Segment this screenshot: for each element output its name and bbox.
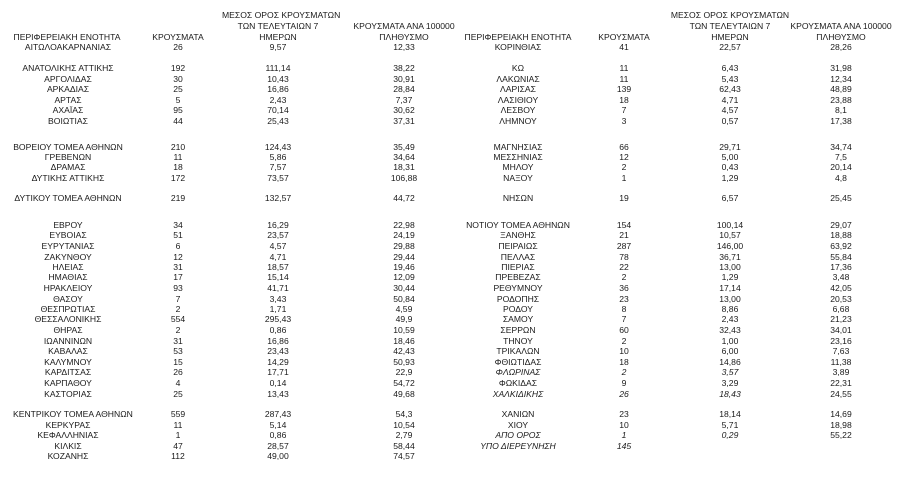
cell-per100k: 7,37: [395, 95, 413, 105]
cell-name: ΠΕΛΛΑΣ: [500, 252, 536, 262]
header-avg-line3-right: ΗΜΕΡΩΝ: [711, 32, 749, 42]
cell-avg: 146,00: [716, 241, 744, 251]
cell-cases: 154: [616, 220, 632, 230]
cell-name: ΣΕΡΡΩΝ: [500, 325, 536, 335]
cell-cases: 22: [619, 262, 629, 272]
cell-cases: 36: [619, 283, 629, 293]
cell-name: ΚΕΦΑΛΛΗΝΙΑΣ: [37, 430, 99, 440]
cell-avg: 16,29: [267, 220, 289, 230]
cell-name: ΚΑΡΔΙΤΣΑΣ: [44, 367, 92, 377]
cell-name: ΑΝΑΤΟΛΙΚΗΣ ΑΤΤΙΚΗΣ: [22, 63, 114, 73]
cell-name: ΧΙΟΥ: [507, 420, 529, 430]
cell-avg: 18,43: [719, 389, 741, 399]
cell-avg: 5,00: [721, 152, 739, 162]
cell-per100k: 21,23: [830, 314, 852, 324]
cell-cases: 93: [173, 283, 183, 293]
header-cases-left: ΚΡΟΥΣΜΑΤΑ: [152, 32, 204, 42]
cell-name: ΣΑΜΟΥ: [502, 314, 534, 324]
cell-per100k: 48,89: [830, 84, 852, 94]
cell-cases: 18: [173, 162, 183, 172]
header-per100k-line1-left: ΚΡΟΥΣΜΑΤΑ ΑΝΑ 100000: [353, 21, 455, 31]
header-cases-right: ΚΡΟΥΣΜΑΤΑ: [598, 32, 650, 42]
cell-per100k: 19,46: [393, 262, 415, 272]
cell-per100k: 54,72: [393, 378, 415, 388]
cell-per100k: 30,91: [393, 74, 415, 84]
cell-cases: 95: [173, 105, 183, 115]
cell-avg: 1,71: [269, 304, 287, 314]
cell-cases: 9: [621, 378, 627, 388]
cell-name: ΧΑΛΚΙΔΙΚΗΣ: [492, 389, 544, 399]
cell-cases: 51: [173, 230, 183, 240]
cell-avg: 100,14: [716, 220, 744, 230]
cell-name: ΡΟΔΟΠΗΣ: [496, 294, 540, 304]
cell-avg: 0,57: [721, 116, 739, 126]
cell-name: ΕΥΡΥΤΑΝΙΑΣ: [41, 241, 95, 251]
cell-avg: 16,86: [267, 336, 289, 346]
cell-per100k: 74,57: [393, 451, 415, 461]
cell-avg: 132,57: [264, 193, 292, 203]
cell-cases: 11: [619, 63, 629, 73]
cell-avg: 3,57: [721, 367, 739, 377]
cell-cases: 2: [621, 336, 627, 346]
cell-cases: 112: [171, 451, 185, 461]
cell-name: ΚΕΡΚΥΡΑΣ: [45, 420, 91, 430]
cell-avg: 18,57: [267, 262, 289, 272]
cell-cases: 6: [175, 241, 181, 251]
header-avg-line1-right: ΜΕΣΟΣ ΟΡΟΣ ΚΡΟΥΣΜΑΤΩΝ: [670, 10, 790, 20]
cell-avg: 6,43: [721, 63, 739, 73]
cell-cases: 7: [621, 314, 627, 324]
cell-name: ΝΗΣΩΝ: [502, 193, 534, 203]
cell-per100k: 17,38: [830, 116, 852, 126]
cell-cases: 554: [170, 314, 186, 324]
cell-cases: 7: [175, 294, 181, 304]
cell-cases: 2: [621, 272, 627, 282]
header-region-left: ΠΕΡΙΦΕΡΕΙΑΚΗ ΕΝΟΤΗΤΑ: [13, 32, 121, 42]
cell-per100k: 20,14: [830, 162, 852, 172]
cell-name: ΑΙΤΩΛΟΑΚΑΡΝΑΝΙΑΣ: [24, 42, 112, 52]
cell-cases: 11: [173, 420, 183, 430]
cell-avg: 2,43: [269, 95, 287, 105]
cell-avg: 2,43: [721, 314, 739, 324]
cell-avg: 36,71: [719, 252, 741, 262]
cell-per100k: 7,5: [835, 152, 847, 162]
cell-avg: 0,29: [721, 430, 739, 440]
cell-avg: 4,57: [269, 241, 287, 251]
cell-cases: 2: [621, 162, 627, 172]
cell-avg: 9,57: [269, 42, 287, 52]
cell-cases: 2: [621, 367, 627, 377]
cell-avg: 10,43: [267, 74, 289, 84]
cell-name: ΒΟΙΩΤΙΑΣ: [48, 116, 88, 126]
cell-name: ΔΥΤΙΚΟΥ ΤΟΜΕΑ ΑΘΗΝΩΝ: [14, 193, 122, 203]
cell-per100k: 11,38: [830, 357, 852, 367]
cell-name: ΚΑΒΑΛΑΣ: [48, 346, 88, 356]
cell-avg: 22,57: [719, 42, 741, 52]
cell-per100k: 55,84: [830, 252, 852, 262]
cell-cases: 8: [621, 304, 627, 314]
cell-cases: 139: [616, 84, 632, 94]
cell-cases: 25: [173, 389, 183, 399]
cell-avg: 18,14: [719, 409, 741, 419]
cell-cases: 18: [619, 95, 629, 105]
cell-cases: 7: [621, 105, 627, 115]
cell-avg: 6,57: [721, 193, 739, 203]
cell-avg: 62,43: [719, 84, 741, 94]
cell-avg: 25,43: [267, 116, 289, 126]
cell-avg: 15,14: [267, 272, 289, 282]
cell-cases: 60: [619, 325, 629, 335]
cell-per100k: 44,72: [393, 193, 415, 203]
cell-name: ΔΡΑΜΑΣ: [50, 162, 86, 172]
cell-cases: 192: [170, 63, 186, 73]
cell-cases: 47: [173, 441, 183, 451]
cell-name: ΡΕΘΥΜΝΟΥ: [493, 283, 543, 293]
cell-avg: 5,86: [269, 152, 287, 162]
cell-avg: 17,14: [719, 283, 741, 293]
cell-per100k: 14,69: [830, 409, 852, 419]
cell-name: ΡΟΔΟΥ: [503, 304, 533, 314]
cell-name: ΚΩ: [511, 63, 525, 73]
cell-name: ΛΑΡΙΣΑΣ: [500, 84, 536, 94]
cell-cases: 10: [619, 346, 629, 356]
cell-avg: 4,57: [721, 105, 739, 115]
cell-cases: 1: [175, 430, 181, 440]
cell-per100k: 18,88: [830, 230, 852, 240]
cell-per100k: 24,19: [393, 230, 415, 240]
cell-avg: 41,71: [267, 283, 289, 293]
cell-name: ΖΑΚΥΝΘΟΥ: [44, 252, 92, 262]
cell-avg: 14,86: [719, 357, 741, 367]
cell-name: ΦΛΩΡΙΝΑΣ: [495, 367, 541, 377]
cell-per100k: 3,48: [832, 272, 850, 282]
cell-cases: 11: [173, 152, 183, 162]
cell-cases: 1: [621, 430, 627, 440]
cell-per100k: 29,88: [393, 241, 415, 251]
cell-name: ΗΛΕΙΑΣ: [52, 262, 84, 272]
cell-per100k: 30,44: [393, 283, 415, 293]
cell-avg: 4,71: [721, 95, 739, 105]
cell-per100k: 8,1: [835, 105, 847, 115]
cell-name: ΑΧΑΪΑΣ: [52, 105, 84, 115]
cell-avg: 73,57: [267, 173, 289, 183]
cell-per100k: 49,68: [393, 389, 415, 399]
cell-cases: 31: [173, 262, 183, 272]
cell-cases: 66: [619, 142, 629, 152]
cell-name: ΤΗΝΟΥ: [503, 336, 533, 346]
cell-per100k: 106,88: [390, 173, 418, 183]
header-avg-line2-right: ΤΩΝ ΤΕΛΕΥΤΑΙΩΝ 7: [689, 21, 771, 31]
cell-cases: 3: [621, 116, 627, 126]
cell-per100k: 42,05: [830, 283, 852, 293]
cell-avg: 124,43: [264, 142, 292, 152]
cell-cases: 17: [173, 272, 183, 282]
cell-name: ΛΑΣΙΘΙΟΥ: [497, 95, 539, 105]
cell-avg: 287,43: [264, 409, 292, 419]
cell-per100k: 3,89: [832, 367, 850, 377]
cell-cases: 15: [173, 357, 183, 367]
cell-per100k: 29,44: [393, 252, 415, 262]
cell-per100k: 34,74: [830, 142, 852, 152]
cell-avg: 3,43: [269, 294, 287, 304]
cell-cases: 31: [173, 336, 183, 346]
cell-cases: 78: [619, 252, 629, 262]
cell-avg: 111,14: [265, 63, 291, 73]
cell-per100k: 42,43: [393, 346, 415, 356]
cell-name: ΔΥΤΙΚΗΣ ΑΤΤΙΚΗΣ: [31, 173, 105, 183]
header-avg-line1-left: ΜΕΣΟΣ ΟΡΟΣ ΚΡΟΥΣΜΑΤΩΝ: [222, 10, 341, 20]
cell-cases: 34: [173, 220, 183, 230]
cell-avg: 49,00: [267, 451, 289, 461]
cell-name: ΘΕΣΠΡΩΤΙΑΣ: [40, 304, 96, 314]
cell-avg: 295,43: [264, 314, 292, 324]
cell-avg: 0,14: [269, 378, 287, 388]
cell-name: ΚΕΝΤΡΙΚΟΥ ΤΟΜΕΑ ΑΘΗΝΩΝ: [13, 409, 133, 419]
cell-name: ΠΙΕΡΙΑΣ: [501, 262, 535, 272]
header-per100k-line2-right: ΠΛΗΘΥΣΜΟ: [816, 32, 866, 42]
cell-avg: 5,14: [269, 420, 287, 430]
cell-name: ΛΕΣΒΟΥ: [500, 105, 536, 115]
cell-avg: 23,57: [267, 230, 289, 240]
cell-name: ΑΠΟ ΟΡΟΣ: [495, 430, 541, 440]
cell-per100k: 18,46: [393, 336, 415, 346]
cell-name: ΚΙΛΚΙΣ: [54, 441, 82, 451]
cell-name: ΝΑΞΟΥ: [503, 173, 533, 183]
cell-per100k: 24,55: [830, 389, 852, 399]
cell-avg: 14,29: [267, 357, 289, 367]
cell-per100k: 22,9: [395, 367, 413, 377]
cell-name: ΧΑΝΙΩΝ: [501, 409, 535, 419]
cell-avg: 13,00: [719, 262, 741, 272]
cell-per100k: 29,07: [830, 220, 852, 230]
cell-name: ΕΒΡΟΥ: [53, 220, 83, 230]
header-per100k-line2-left: ΠΛΗΘΥΣΜΟ: [379, 32, 429, 42]
cell-avg: 5,71: [721, 420, 739, 430]
cell-per100k: 63,92: [830, 241, 852, 251]
cell-name: ΚΑΛΥΜΝΟΥ: [44, 357, 92, 367]
cell-avg: 28,57: [267, 441, 289, 451]
cell-avg: 70,14: [267, 105, 289, 115]
cell-avg: 5,43: [721, 74, 739, 84]
cell-cases: 53: [173, 346, 183, 356]
cell-per100k: 50,84: [393, 294, 415, 304]
cell-cases: 18: [619, 357, 629, 367]
cell-per100k: 10,59: [393, 325, 415, 335]
cell-name: ΘΕΣΣΑΛΟΝΙΚΗΣ: [34, 314, 102, 324]
cell-cases: 12: [619, 152, 629, 162]
cell-cases: 30: [173, 74, 183, 84]
cell-cases: 10: [619, 420, 629, 430]
cell-cases: 2: [175, 325, 181, 335]
cell-avg: 1,29: [721, 173, 739, 183]
cell-cases: 287: [616, 241, 632, 251]
cell-name: ΦΩΚΙΔΑΣ: [498, 378, 538, 388]
cell-per100k: 12,09: [393, 272, 415, 282]
cell-per100k: 54,3: [395, 409, 413, 419]
header-per100k-line1-right: ΚΡΟΥΣΜΑΤΑ ΑΝΑ 100000: [790, 21, 892, 31]
cell-cases: 25: [173, 84, 183, 94]
cell-name: ΠΡΕΒΕΖΑΣ: [495, 272, 541, 282]
cell-name: ΜΑΓΝΗΣΙΑΣ: [493, 142, 543, 152]
cell-name: ΑΡΚΑΔΙΑΣ: [46, 84, 90, 94]
cell-cases: 11: [619, 74, 629, 84]
cell-cases: 1: [621, 173, 627, 183]
header-avg-line3-left: ΗΜΕΡΩΝ: [259, 32, 297, 42]
cell-per100k: 2,79: [395, 430, 413, 440]
cell-per100k: 50,93: [393, 357, 415, 367]
cell-name: ΚΟΡΙΝΘΙΑΣ: [494, 42, 542, 52]
cell-name: ΤΡΙΚΑΛΩΝ: [496, 346, 540, 356]
cell-per100k: 12,34: [830, 74, 852, 84]
cell-name: ΞΑΝΘΗΣ: [500, 230, 536, 240]
header-region-right: ΠΕΡΙΦΕΡΕΙΑΚΗ ΕΝΟΤΗΤΑ: [464, 32, 572, 42]
cell-name: ΓΡΕΒΕΝΩΝ: [44, 152, 92, 162]
cell-avg: 3,29: [721, 378, 739, 388]
cell-cases: 172: [170, 173, 186, 183]
cell-avg: 6,00: [721, 346, 739, 356]
cell-per100k: 38,22: [393, 63, 415, 73]
cell-avg: 1,29: [721, 272, 739, 282]
cell-name: ΕΥΒΟΙΑΣ: [49, 230, 87, 240]
cell-name: ΗΜΑΘΙΑΣ: [48, 272, 88, 282]
cell-per100k: 55,22: [830, 430, 852, 440]
cell-per100k: 23,16: [830, 336, 852, 346]
cell-per100k: 31,98: [830, 63, 852, 73]
cell-cases: 210: [170, 142, 186, 152]
cell-name: ΑΡΓΟΛΙΔΑΣ: [44, 74, 92, 84]
cell-per100k: 10,54: [393, 420, 415, 430]
cell-per100k: 58,44: [393, 441, 415, 451]
cell-avg: 8,86: [721, 304, 739, 314]
cell-avg: 17,71: [267, 367, 289, 377]
cell-cases: 2: [175, 304, 181, 314]
header-avg-line2-left: ΤΩΝ ΤΕΛΕΥΤΑΙΩΝ 7: [237, 21, 319, 31]
cell-cases: 23: [619, 294, 629, 304]
cell-cases: 4: [175, 378, 181, 388]
cell-per100k: 18,98: [830, 420, 852, 430]
cell-per100k: 25,45: [830, 193, 852, 203]
cell-per100k: 22,98: [393, 220, 415, 230]
cell-per100k: 37,31: [393, 116, 415, 126]
cell-avg: 4,71: [269, 252, 287, 262]
cell-cases: 44: [173, 116, 183, 126]
cell-name: ΠΕΙΡΑΙΩΣ: [498, 241, 538, 251]
cell-cases: 26: [173, 42, 183, 52]
cell-name: ΥΠΟ ΔΙΕΡΕΥΝΗΣΗ: [480, 441, 556, 451]
cell-avg: 7,57: [269, 162, 287, 172]
cell-per100k: 4,8: [835, 173, 847, 183]
cell-avg: 13,00: [719, 294, 741, 304]
cell-name: ΜΕΣΣΗΝΙΑΣ: [493, 152, 543, 162]
cell-avg: 1,00: [721, 336, 739, 346]
cell-avg: 13,43: [267, 389, 289, 399]
cell-name: ΚΑΣΤΟΡΙΑΣ: [44, 389, 92, 399]
cell-per100k: 23,88: [830, 95, 852, 105]
cell-per100k: 30,62: [393, 105, 415, 115]
cell-per100k: 28,84: [393, 84, 415, 94]
cell-per100k: 18,31: [393, 162, 415, 172]
cell-name: ΛΑΚΩΝΙΑΣ: [496, 74, 540, 84]
cell-cases: 219: [170, 193, 186, 203]
cell-avg: 0,86: [269, 430, 287, 440]
cell-per100k: 4,59: [395, 304, 413, 314]
cell-avg: 0,43: [721, 162, 739, 172]
cell-per100k: 17,36: [830, 262, 852, 272]
cell-avg: 0,86: [269, 325, 287, 335]
cell-per100k: 34,01: [830, 325, 852, 335]
cell-name: ΜΗΛΟΥ: [502, 162, 534, 172]
cell-per100k: 12,33: [393, 42, 415, 52]
cell-cases: 145: [616, 441, 632, 451]
cell-name: ΙΩΑΝΝΙΝΩΝ: [43, 336, 93, 346]
cell-per100k: 7,63: [832, 346, 850, 356]
cell-name: ΘΑΣΟΥ: [53, 294, 83, 304]
cell-cases: 26: [619, 389, 629, 399]
cell-per100k: 6,68: [832, 304, 850, 314]
cell-cases: 21: [619, 230, 629, 240]
cell-cases: 41: [619, 42, 629, 52]
cell-avg: 29,71: [719, 142, 741, 152]
cell-per100k: 20,53: [830, 294, 852, 304]
cell-name: ΚΟΖΑΝΗΣ: [47, 451, 89, 461]
cell-cases: 19: [619, 193, 629, 203]
cell-per100k: 28,26: [830, 42, 852, 52]
cell-name: ΛΗΜΝΟΥ: [499, 116, 537, 126]
cell-name: ΑΡΤΑΣ: [54, 95, 82, 105]
cell-avg: 32,43: [719, 325, 741, 335]
cell-name: ΝΟΤΙΟΥ ΤΟΜΕΑ ΑΘΗΝΩΝ: [466, 220, 570, 230]
cell-cases: 23: [619, 409, 629, 419]
cell-cases: 12: [173, 252, 183, 262]
cell-per100k: 35,49: [393, 142, 415, 152]
cell-name: ΗΡΑΚΛΕΙΟΥ: [43, 283, 93, 293]
cell-per100k: 34,64: [393, 152, 415, 162]
cell-avg: 23,43: [267, 346, 289, 356]
cell-per100k: 22,31: [830, 378, 852, 388]
cell-name: ΦΘΙΩΤΙΔΑΣ: [494, 357, 542, 367]
cell-per100k: 49,9: [395, 314, 413, 324]
cell-cases: 559: [170, 409, 186, 419]
cell-cases: 26: [173, 367, 183, 377]
cell-name: ΘΗΡΑΣ: [53, 325, 83, 335]
cell-avg: 10,57: [719, 230, 741, 240]
cell-cases: 5: [175, 95, 181, 105]
cell-name: ΒΟΡΕΙΟΥ ΤΟΜΕΑ ΑΘΗΝΩΝ: [13, 142, 123, 152]
cell-name: ΚΑΡΠΑΘΟΥ: [44, 378, 92, 388]
cell-avg: 16,86: [267, 84, 289, 94]
